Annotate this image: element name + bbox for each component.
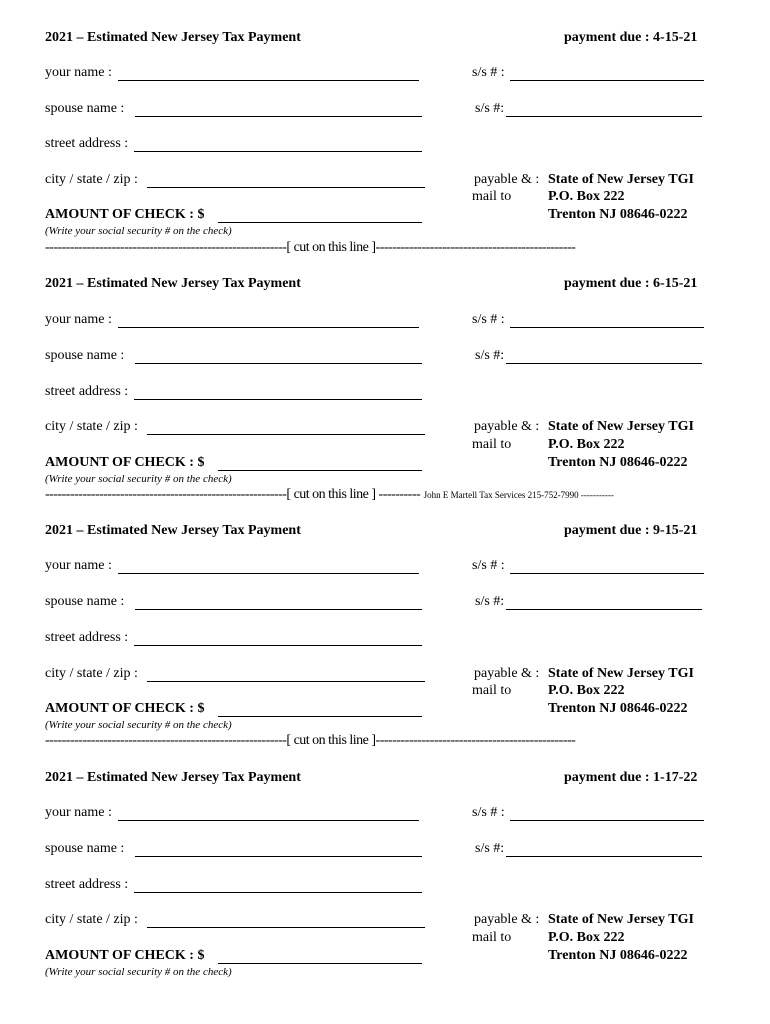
spouse-name-label: spouse name :	[45, 101, 125, 116]
cut-line-credit: John E Martell Tax Services 215-752-7990 -----------	[423, 490, 614, 500]
ss-field[interactable]	[510, 80, 704, 81]
spouse-name-field[interactable]	[135, 116, 422, 117]
coupon-4	[0, 768, 770, 994]
payee-city: Trenton NJ 08646-0222	[548, 207, 688, 222]
payee-name: State of New Jersey TGI	[548, 419, 694, 434]
city-label: city / state / zip :	[45, 172, 138, 187]
spouse-ss-label: s/s #:	[475, 594, 505, 609]
check-note: (Write your social security # on the check)	[45, 225, 232, 237]
city-label: city / state / zip :	[45, 666, 138, 681]
payee-city: Trenton NJ 08646-0222	[548, 455, 688, 470]
check-note: (Write your social security # on the check)	[45, 719, 232, 731]
payee-name: State of New Jersey TGI	[548, 172, 694, 187]
spouse-name-field[interactable]	[135, 363, 422, 364]
your-name-label: your name :	[45, 65, 112, 80]
spouse-ss-label: s/s #:	[475, 101, 505, 116]
coupon-title: 2021 – Estimated New Jersey Tax Payment	[45, 276, 301, 291]
check-note: (Write your social security # on the check)	[45, 473, 232, 485]
ss-label: s/s # :	[472, 65, 505, 80]
cut-line-3	[45, 733, 705, 749]
spouse-name-label: spouse name :	[45, 841, 125, 856]
city-field[interactable]	[147, 434, 425, 435]
payable-label: payable & :	[474, 419, 540, 434]
cut-line-1	[45, 240, 705, 256]
amount-label: AMOUNT OF CHECK : $	[45, 948, 205, 963]
coupon-title: 2021 – Estimated New Jersey Tax Payment	[45, 30, 301, 45]
your-name-field[interactable]	[118, 573, 419, 574]
spouse-ss-field[interactable]	[506, 363, 702, 364]
amount-field[interactable]	[218, 470, 422, 471]
mail-label: mail to	[472, 189, 512, 204]
payment-due: payment due : 4-15-21	[564, 30, 698, 45]
amount-field[interactable]	[218, 963, 422, 964]
payee-box: P.O. Box 222	[548, 437, 625, 452]
payee-box: P.O. Box 222	[548, 189, 625, 204]
payment-due: payment due : 1-17-22	[564, 770, 698, 785]
mail-label: mail to	[472, 930, 512, 945]
payable-label: payable & :	[474, 912, 540, 927]
spouse-ss-field[interactable]	[506, 856, 702, 857]
payment-due: payment due : 9-15-21	[564, 523, 698, 538]
payee-box: P.O. Box 222	[548, 683, 625, 698]
spouse-ss-label: s/s #:	[475, 348, 505, 363]
cut-line-text: ----------------------------------------------------------[ cut on this line ]------------------------------------------------	[45, 733, 576, 748]
street-field[interactable]	[134, 399, 422, 400]
payable-label: payable & :	[474, 172, 540, 187]
payee-city: Trenton NJ 08646-0222	[548, 948, 688, 963]
payment-due: payment due : 6-15-21	[564, 276, 698, 291]
spouse-ss-label: s/s #:	[475, 841, 505, 856]
street-label: street address :	[45, 630, 129, 645]
mail-label: mail to	[472, 437, 512, 452]
city-field[interactable]	[147, 681, 425, 682]
city-label: city / state / zip :	[45, 419, 138, 434]
amount-field[interactable]	[218, 222, 422, 223]
spouse-name-field[interactable]	[135, 856, 422, 857]
street-label: street address :	[45, 384, 129, 399]
ss-label: s/s # :	[472, 558, 505, 573]
coupon-title: 2021 – Estimated New Jersey Tax Payment	[45, 770, 301, 785]
payee-name: State of New Jersey TGI	[548, 666, 694, 681]
spouse-ss-field[interactable]	[506, 609, 702, 610]
spouse-name-label: spouse name :	[45, 594, 125, 609]
ss-label: s/s # :	[472, 312, 505, 327]
amount-label: AMOUNT OF CHECK : $	[45, 207, 205, 222]
your-name-label: your name :	[45, 805, 112, 820]
city-field[interactable]	[147, 927, 425, 928]
cut-line-text: ----------------------------------------------------------[ cut on this line ]------------------------------------------------	[45, 240, 576, 255]
coupon-2	[0, 274, 770, 500]
ss-field[interactable]	[510, 820, 704, 821]
amount-label: AMOUNT OF CHECK : $	[45, 455, 205, 470]
cut-line-text: ----------------------------------------------------------[ cut on this line ] ----------	[45, 487, 421, 502]
amount-field[interactable]	[218, 716, 422, 717]
your-name-label: your name :	[45, 558, 112, 573]
ss-label: s/s # :	[472, 805, 505, 820]
street-field[interactable]	[134, 645, 422, 646]
your-name-field[interactable]	[118, 80, 419, 81]
street-field[interactable]	[134, 892, 422, 893]
spouse-name-label: spouse name :	[45, 348, 125, 363]
street-label: street address :	[45, 136, 129, 151]
payee-city: Trenton NJ 08646-0222	[548, 701, 688, 716]
ss-field[interactable]	[510, 573, 704, 574]
payee-name: State of New Jersey TGI	[548, 912, 694, 927]
spouse-name-field[interactable]	[135, 609, 422, 610]
cut-line-2	[45, 487, 705, 503]
your-name-label: your name :	[45, 312, 112, 327]
street-field[interactable]	[134, 151, 422, 152]
spouse-ss-field[interactable]	[506, 116, 702, 117]
amount-label: AMOUNT OF CHECK : $	[45, 701, 205, 716]
city-field[interactable]	[147, 187, 425, 188]
payee-box: P.O. Box 222	[548, 930, 625, 945]
check-note: (Write your social security # on the check)	[45, 966, 232, 978]
city-label: city / state / zip :	[45, 912, 138, 927]
coupon-1	[0, 28, 770, 254]
mail-label: mail to	[472, 683, 512, 698]
coupon-title: 2021 – Estimated New Jersey Tax Payment	[45, 523, 301, 538]
ss-field[interactable]	[510, 327, 704, 328]
your-name-field[interactable]	[118, 327, 419, 328]
street-label: street address :	[45, 877, 129, 892]
coupon-3	[0, 521, 770, 747]
your-name-field[interactable]	[118, 820, 419, 821]
payable-label: payable & :	[474, 666, 540, 681]
